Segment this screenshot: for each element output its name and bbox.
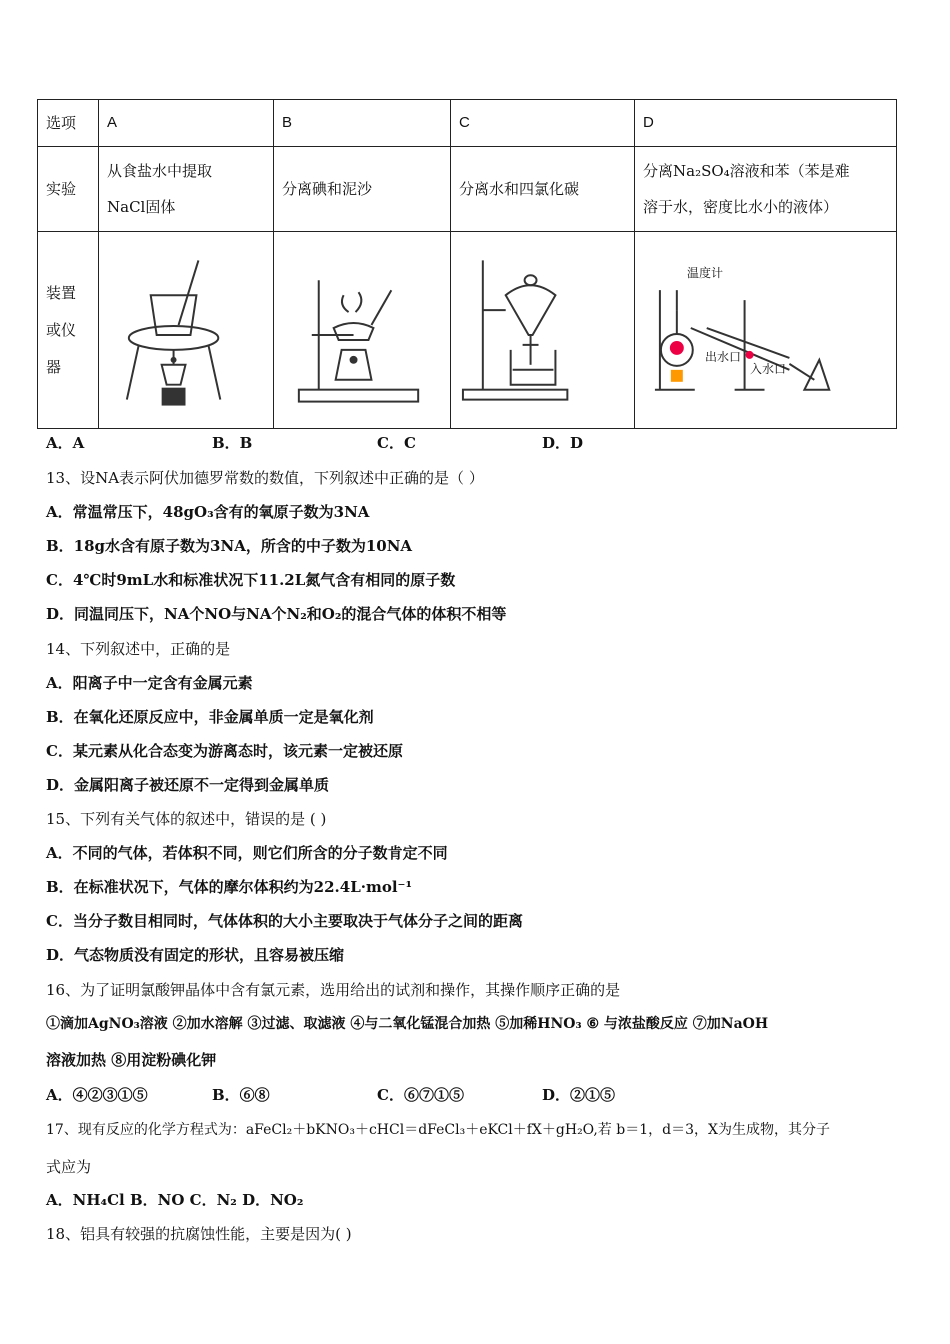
experiment-b: 分离碘和泥沙: [274, 147, 451, 232]
q12-option-c: C．C: [377, 434, 416, 452]
apparatus-row: [38, 232, 897, 429]
water-in-label: 入水口: [750, 362, 787, 376]
q14-stem: 14、下列叙述中，正确的是: [46, 640, 231, 658]
separatory-funnel-icon: [451, 240, 634, 420]
experiment-row: [38, 147, 897, 232]
experiment-label: 实验: [38, 147, 99, 232]
q15-option-c: C．当分子数目相同时，气体体积的大小主要取决于气体分子之间的距离: [46, 912, 523, 930]
experiment-a: [99, 147, 274, 232]
experiment-a-line2: NaCl固体: [107, 198, 176, 216]
table-header-row: [38, 100, 897, 147]
apparatus-c: [451, 232, 635, 429]
q14-option-a: A．阳离子中一定含有金属元素: [46, 674, 253, 692]
q14-option-b: B．在氧化还原反应中，非金属单质一定是氧化剂: [46, 708, 374, 726]
experiment-d-line1: 分离Na₂SO₄溶液和苯（苯是难: [643, 162, 850, 180]
sublimation-apparatus-icon: [274, 240, 450, 420]
q15-option-d: D．气态物质没有固定的形状，且容易被压缩: [46, 946, 345, 964]
header-c: C: [451, 100, 635, 147]
q13-option-d: D．同温同压下，NA个NO与NA个N₂和O₂的混合气体的体积不相等: [46, 605, 507, 623]
header-option: 选项: [38, 100, 99, 147]
header-a: A: [99, 100, 274, 147]
q13-stem: 13、设NA表示阿伏加德罗常数的数值，下列叙述中正确的是（ ）: [46, 469, 484, 487]
experiment-d-line2: 溶于水，密度比水小的液体）: [643, 198, 839, 216]
q13-option-c: C．4℃时9mL水和标准状况下11.2L氮气含有相同的原子数: [46, 571, 456, 589]
q14-option-c: C．某元素从化合态变为游离态时，该元素一定被还原: [46, 742, 403, 760]
experiment-d: [635, 147, 897, 232]
q12-option-b: B．B: [212, 434, 253, 452]
experiment-c: 分离水和四氯化碳: [451, 147, 635, 232]
apparatus-a: [99, 232, 274, 429]
experiment-a-line1: 从食盐水中提取: [107, 162, 213, 180]
header-b: B: [274, 100, 451, 147]
q12-option-a: A．A: [46, 434, 85, 452]
q14-option-d: D．金属阳离子被还原不一定得到金属单质: [46, 776, 330, 794]
q16-stem: 16、为了证明氯酸钾晶体中含有氯元素，选用给出的试剂和操作，其操作顺序正确的是: [46, 981, 621, 999]
apparatus-label-2: 或仪: [46, 320, 77, 339]
apparatus-label-3: 器: [46, 357, 62, 376]
apparatus-label: [38, 232, 99, 429]
q16-option-c: C．⑥⑦①⑤: [377, 1086, 464, 1104]
q12-option-d: D．D: [542, 434, 584, 452]
distillation-apparatus-icon: [635, 240, 896, 420]
q15-option-b: B．在标准状况下，气体的摩尔体积约为22.4L·mol⁻¹: [46, 878, 413, 896]
evaporation-apparatus-icon: [99, 240, 273, 420]
q16-option-b: B．⑥⑧: [212, 1086, 270, 1104]
q17-stem-cont: 式应为: [46, 1158, 92, 1176]
q17-options: A．NH₄Cl B．NO C．N₂ D．NO₂: [46, 1191, 304, 1209]
header-d: D: [635, 100, 897, 147]
thermometer-label: 温度计: [687, 266, 724, 280]
q16-option-a: A．④②③①⑤: [46, 1086, 148, 1104]
q17-stem: 17、现有反应的化学方程式为：aFeCl₂＋bKNO₃＋cHCl＝dFeCl₃＋eKCl＋fX＋gH₂O,若 b＝1，d＝3，X为生成物，其分子: [46, 1122, 830, 1138]
q16-steps-line2: 溶液加热 ⑧用淀粉碘化钾: [46, 1051, 217, 1069]
experiment-table: [37, 99, 897, 429]
apparatus-b: [274, 232, 451, 429]
q16-steps-line1: ①滴加AgNO₃溶液 ②加水溶解 ③过滤、取滤液 ④与二氧化锰混合加热 ⑤加稀HNO₃ ⑥ 与浓盐酸反应 ⑦加NaOH: [46, 1016, 769, 1032]
q15-option-a: A．不同的气体，若体积不同，则它们所含的分子数肯定不同: [46, 844, 448, 862]
q16-option-d: D．②①⑤: [542, 1086, 616, 1104]
water-out-label: 出水口: [705, 350, 742, 364]
apparatus-d: [635, 232, 897, 429]
q15-stem: 15、下列有关气体的叙述中，错误的是 ( ): [46, 810, 327, 828]
q18-stem: 18、铝具有较强的抗腐蚀性能，主要是因为( ): [46, 1225, 352, 1243]
apparatus-label-1: 装置: [46, 283, 77, 302]
q13-option-b: B．18g水含有原子数为3NA，所含的中子数为10NA: [46, 537, 413, 555]
q13-option-a: A．常温常压下，48gO₃含有的氧原子数为3NA: [46, 503, 370, 521]
